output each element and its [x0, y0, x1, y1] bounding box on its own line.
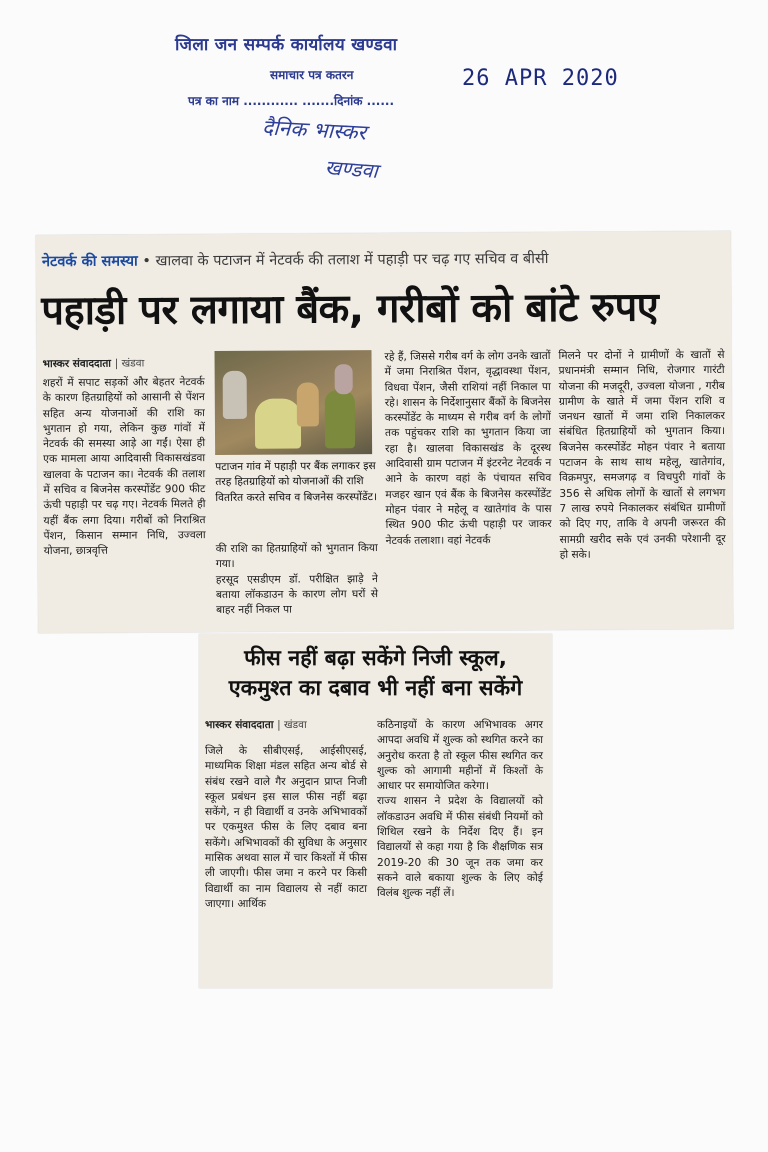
article-column-1: शहरों में सपाट सड़कों और बेहतर नेटवर्क के कारण हितग्राहियों को आसानी से पेंशन सहित अन्य योजनाओं की राशि का भुगतान हो गया, लेकिन कुछ गांवों में नेटवर्क की समस्या आड़े आ गईं। ऐसा ही एक मामला आया आदिवासी विकासखंडवा खालवा के पटाजन का। नेटवर्क की तलाश में सचिव व बिजनेस करस्पोंडेंट 900 फीट ऊंची पहाड़ी पर चढ़ गए। नेटवर्क मिलते ही यहीं बैंक लगा दिया। गरीबों को निराश्रित पेंशन, किसान सम्मान निधि, उज्वला योजना, छात्रवृत्ति [42, 376, 206, 558]
article-column-2: कठिनाइयों के कारण अभिभावक अगर आपदा अवधि में शुल्क को स्थगित करने का अनुरोध करता है तो स्कूल फीस स्थगित कर शुल्क को आगामी महीनों में किश्तों के आधार पर समायोजित करेगा। राज्य शासन ने प्रदेश के विद्यालयों को लॉकडाउन अवधि में फीस संबंधी नियमों को शिथिल रखने के निर्देश दिए हैं। इन विद्यालयों से कहा गया है कि शैक्षणिक सत्र 2019-20 की 30 जून तक जमा कर सकने वाले बकाया शुल्क के लिए कोई विलंब शुल्क नहीं लें। [377, 719, 543, 900]
photo-caption: पटाजन गांव में पहाड़ी पर बैंक लगाकर इस तरह हितग्राहियों को योजनाओं की राशि वितरित करते सचिव व बिजनेस करस्पोंडेंट। [215, 460, 378, 504]
article-headline: पहाड़ी पर लगाया बैंक, गरीबों को बांटे रुपए [41, 284, 659, 335]
office-title: जिला जन सम्पर्क कार्यालय खण्डवा [175, 35, 398, 55]
photo-figure [325, 390, 355, 448]
article-column-2: की राशि का हितग्राहियों को भुगतान किया गया। हरसूद एसडीएम डॉ. परीक्षित झाड़े ने बताया लॉकडाउन के कारण लोग घरों से बाहर नहीं निकल पा [215, 542, 379, 617]
newspaper-name-date-line: पत्र का नाम ............ .......दिनांक ...... [188, 94, 395, 108]
photo-figure [335, 364, 353, 394]
article-byline [205, 718, 307, 732]
byline-reporter: भास्कर संवाददाता [205, 719, 274, 731]
article-column-3: रहे हैं, जिससे गरीब वर्ग के लोग उनके खातों में जमा निराश्रित पेंशन, वृद्धावस्था पेंशन, विधवा पेंशन, जैसी राशियां नहीं निकाल पा रहे। शासन के निर्देशानुसार बैंकों के बिजनेस करस्पोंडेंट के माध्यम से गरीब वर्ग के लोगों तक पहुंचकर राशि का भुगतान किया जा रहा है। खालवा विकासखंड के दूरस्थ आदिवासी ग्राम पटाजन में इंटरनेट नेटवर्क न आने के कारण वहां के पंचायत सचिव मजहर खान एवं बैंक के बिजनेस करस्पोंडेंट मोहन पंवार ने महेलू व खातेगांव के पास स्थित 900 फीट ऊंची पहाड़ी पर जाकर नेटवर्क तलाशा। वहां नेटवर्क [384, 349, 552, 547]
article-headline [199, 644, 552, 704]
photo-figure [297, 382, 319, 426]
office-stamp-header [0, 0, 768, 200]
news-photo [215, 350, 373, 455]
news-clipping-school-fees [199, 634, 552, 988]
handwritten-newspaper-name: दैनिक भास्कर [261, 115, 367, 145]
news-clipping-bank-on-hill [36, 231, 733, 633]
stamp-date: 26 APR 2020 [462, 66, 619, 91]
article-kicker [42, 248, 549, 271]
headline-line-2: एकमुश्त का दबाव भी नहीं बना सकेंगे [228, 676, 523, 701]
article-column-1: जिले के सीबीएसई, आईसीएसई, माध्यमिक शिक्षा मंडल सहित अन्य बोर्ड से संबंध रखने वाले गैर अनुदान प्राप्त निजी स्कूल प्रबंधन इस साल फीस नहीं बढ़ा सकेंगे, न ही विद्यार्थी व उनके अभिभावकों पर एकमुश्त फीस के लिए दबाव बना सकेंगे। अभिभावकों की सुविधा के अनुसार मासिक अथवा साल में चार किश्तों में फीस ली जाएगी। फीस जमा न करने पर किसी विद्यार्थी का नाम विद्यालय से नहीं काटा जाएगा। आर्थिक [205, 745, 367, 910]
photo-figure [255, 399, 301, 449]
byline-city: | खंडवा [277, 719, 307, 731]
photo-figure [223, 371, 247, 419]
kicker-text: खालवा के पटाजन में नेटवर्क की तलाश में पहाड़ी पर चढ़ गए सचिव व बीसी [155, 250, 549, 270]
article-column-4: मिलने पर दोनों ने ग्रामीणों के खातों से प्रधानमंत्री सम्मान निधि, रोजगार गारंटी योजना की मजदूरी, उज्वला योजना , गरीब ग्रामीण के खाते में जमा पेंशन राशि व जनधन खातों में जमा राशि निकालकर संबंधित हितग्राहियों को भुगतान किया। बिजनेस करस्पोंडेंट मोहन पंवार ने बताया पटाजन के साथ साथ महेलू, खातेगांव, विक्रमपुर, समजगढ़ व विचपुरी गांवों के 356 से अधिक लोगों के खातों से लगभग 7 लाख रुपये निकालकर संबंधित ग्रामीणों को दिए गए, ताकि वे अपनी जरूरत की सामग्री खरीद सके एवं उनकी परेशानी दूर हो सके। [558, 348, 726, 561]
handwritten-city-name: खण्डवा [324, 155, 379, 183]
headline-line-1: फीस नहीं बढ़ा सकेंगे निजी स्कूल, [244, 646, 507, 671]
byline-reporter: भास्कर संवाददाता [42, 357, 112, 371]
kicker-separator: • [137, 253, 156, 270]
byline-city: | खंडवा [114, 357, 145, 370]
stamp-label: समाचार पत्र कतरन [270, 68, 354, 82]
kicker-label: नेटवर्क की समस्या [41, 253, 138, 271]
article-byline [43, 356, 145, 371]
